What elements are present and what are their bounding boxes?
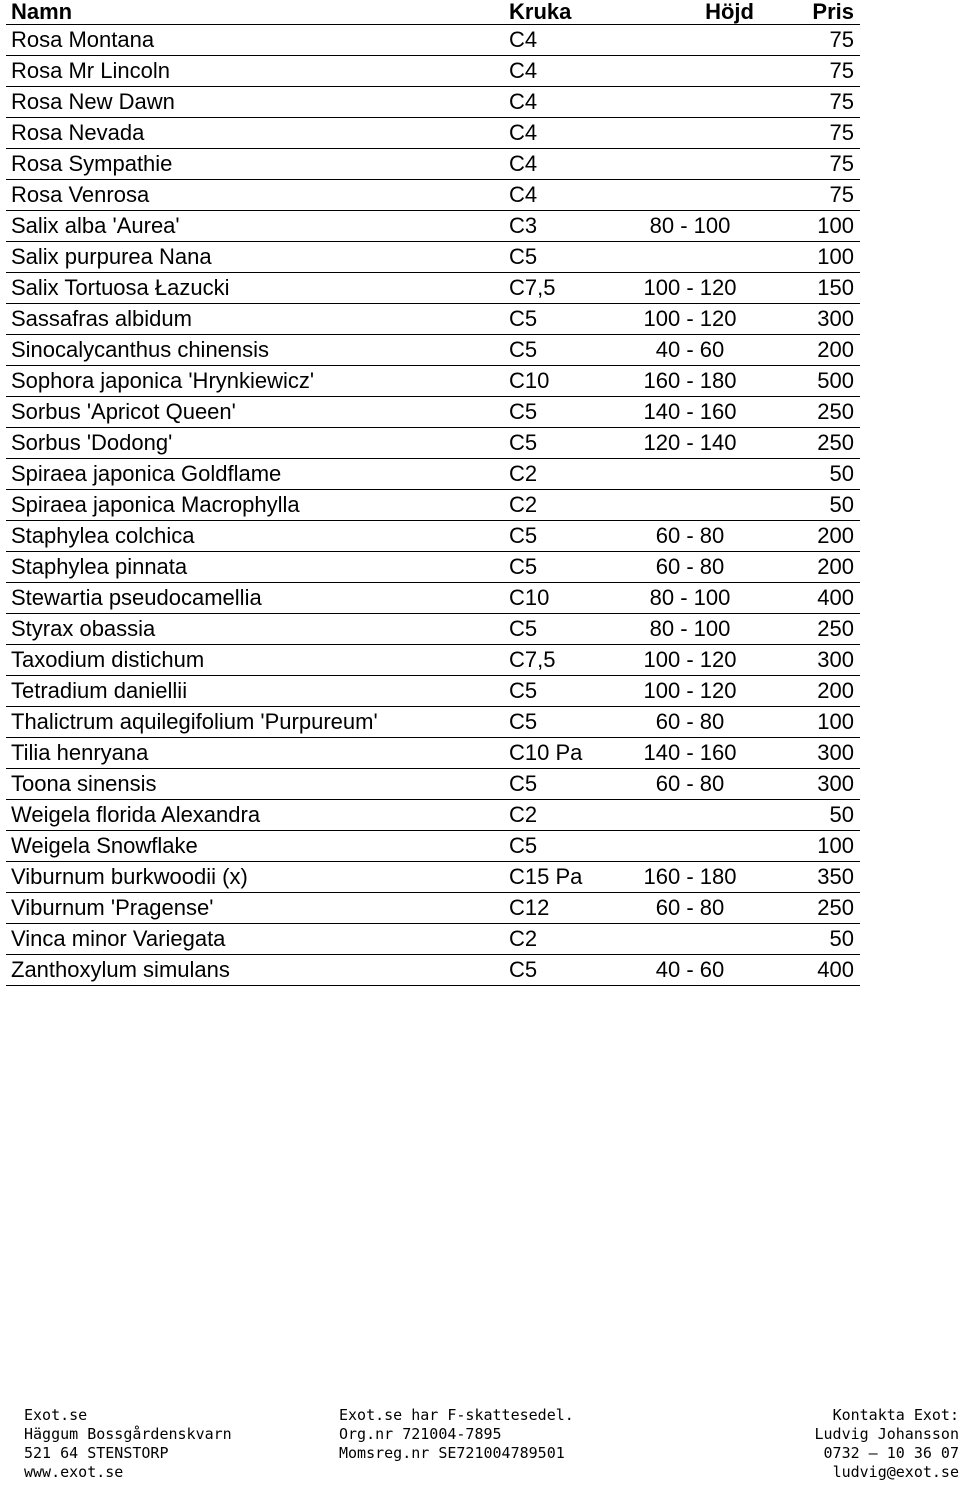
footer-company-block xyxy=(24,1406,232,1482)
cell-price: 200 xyxy=(766,335,860,366)
cell-price: 100 xyxy=(766,211,860,242)
cell-height: 40 - 60 xyxy=(609,335,766,366)
footer-vat-nr: Momsreg.nr SE721004789501 xyxy=(339,1444,565,1462)
table-row xyxy=(6,397,860,428)
table-row xyxy=(6,893,860,924)
cell-height: 100 - 120 xyxy=(609,645,766,676)
cell-price: 75 xyxy=(766,180,860,211)
cell-height xyxy=(609,924,766,955)
column-header-name: Namn xyxy=(6,0,504,25)
cell-price: 75 xyxy=(766,25,860,56)
cell-height xyxy=(609,87,766,118)
column-header-height: Höjd xyxy=(609,0,766,25)
cell-pot: C10 xyxy=(504,583,609,614)
cell-price: 400 xyxy=(766,955,860,986)
table-row xyxy=(6,552,860,583)
cell-pot: C4 xyxy=(504,56,609,87)
cell-pot: C4 xyxy=(504,149,609,180)
cell-price: 300 xyxy=(766,738,860,769)
cell-price: 200 xyxy=(766,676,860,707)
cell-height: 140 - 160 xyxy=(609,397,766,428)
cell-height: 60 - 80 xyxy=(609,552,766,583)
cell-price: 50 xyxy=(766,924,860,955)
cell-pot: C15 Pa xyxy=(504,862,609,893)
table-row xyxy=(6,211,860,242)
cell-name: Spiraea japonica Goldflame xyxy=(6,459,504,490)
cell-height xyxy=(609,149,766,180)
cell-pot: C5 xyxy=(504,521,609,552)
table-row xyxy=(6,800,860,831)
cell-height xyxy=(609,831,766,862)
footer-registration-block xyxy=(339,1406,574,1463)
table-row xyxy=(6,924,860,955)
cell-height: 60 - 80 xyxy=(609,521,766,552)
table-row xyxy=(6,490,860,521)
cell-pot: C2 xyxy=(504,459,609,490)
cell-price: 300 xyxy=(766,304,860,335)
cell-pot: C4 xyxy=(504,180,609,211)
cell-height: 40 - 60 xyxy=(609,955,766,986)
table-row xyxy=(6,149,860,180)
cell-pot: C5 xyxy=(504,676,609,707)
cell-name: Salix purpurea Nana xyxy=(6,242,504,273)
cell-name: Viburnum 'Pragense' xyxy=(6,893,504,924)
cell-height xyxy=(609,56,766,87)
cell-height: 60 - 80 xyxy=(609,893,766,924)
cell-name: Styrax obassia xyxy=(6,614,504,645)
cell-pot: C10 xyxy=(504,366,609,397)
cell-height: 140 - 160 xyxy=(609,738,766,769)
cell-height xyxy=(609,25,766,56)
cell-height: 160 - 180 xyxy=(609,862,766,893)
table-header-row xyxy=(6,0,860,25)
footer-website-link[interactable]: www.exot.se xyxy=(24,1463,124,1481)
cell-name: Thalictrum aquilegifolium 'Purpureum' xyxy=(6,707,504,738)
cell-name: Staphylea pinnata xyxy=(6,552,504,583)
cell-price: 250 xyxy=(766,428,860,459)
cell-pot: C4 xyxy=(504,87,609,118)
table-row xyxy=(6,304,860,335)
cell-height: 60 - 80 xyxy=(609,769,766,800)
cell-name: Salix alba 'Aurea' xyxy=(6,211,504,242)
footer-city: 521 64 STENSTORP xyxy=(24,1444,169,1462)
cell-name: Sassafras albidum xyxy=(6,304,504,335)
footer-org-nr: Org.nr 721004-7895 xyxy=(339,1425,502,1443)
cell-name: Tilia henryana xyxy=(6,738,504,769)
cell-price: 75 xyxy=(766,87,860,118)
cell-name: Toona sinensis xyxy=(6,769,504,800)
cell-pot: C5 xyxy=(504,242,609,273)
table-row xyxy=(6,707,860,738)
cell-pot: C5 xyxy=(504,831,609,862)
table-body xyxy=(6,25,860,986)
cell-name: Tetradium daniellii xyxy=(6,676,504,707)
cell-pot: C5 xyxy=(504,955,609,986)
cell-pot: C5 xyxy=(504,614,609,645)
cell-height: 100 - 120 xyxy=(609,273,766,304)
cell-price: 250 xyxy=(766,614,860,645)
cell-name: Sorbus 'Apricot Queen' xyxy=(6,397,504,428)
table-row xyxy=(6,645,860,676)
footer-tax-note: Exot.se har F-skattesedel. xyxy=(339,1406,574,1424)
cell-height: 120 - 140 xyxy=(609,428,766,459)
table-row xyxy=(6,614,860,645)
cell-pot: C4 xyxy=(504,118,609,149)
footer-contact-person: Ludvig Johansson xyxy=(814,1425,959,1443)
cell-name: Sinocalycanthus chinensis xyxy=(6,335,504,366)
cell-height: 100 - 120 xyxy=(609,304,766,335)
footer-contact-phone: 0732 – 10 36 07 xyxy=(823,1444,959,1462)
table-row xyxy=(6,459,860,490)
cell-price: 200 xyxy=(766,552,860,583)
table-row xyxy=(6,335,860,366)
table-row xyxy=(6,428,860,459)
cell-price: 500 xyxy=(766,366,860,397)
table-row xyxy=(6,955,860,986)
cell-height xyxy=(609,180,766,211)
cell-pot: C10 Pa xyxy=(504,738,609,769)
table-row xyxy=(6,831,860,862)
cell-price: 75 xyxy=(766,149,860,180)
cell-pot: C5 xyxy=(504,707,609,738)
table-row xyxy=(6,366,860,397)
cell-name: Staphylea colchica xyxy=(6,521,504,552)
cell-price: 75 xyxy=(766,56,860,87)
cell-name: Weigela Snowflake xyxy=(6,831,504,862)
cell-name: Sophora japonica 'Hrynkiewicz' xyxy=(6,366,504,397)
table-row xyxy=(6,25,860,56)
table-row xyxy=(6,738,860,769)
cell-pot: C3 xyxy=(504,211,609,242)
cell-price: 75 xyxy=(766,118,860,149)
cell-height xyxy=(609,118,766,149)
page-footer xyxy=(0,1406,960,1486)
cell-height: 80 - 100 xyxy=(609,211,766,242)
footer-contact-block xyxy=(815,1406,960,1482)
cell-price: 50 xyxy=(766,459,860,490)
cell-pot: C7,5 xyxy=(504,645,609,676)
table-row xyxy=(6,769,860,800)
footer-company-name: Exot.se xyxy=(24,1406,88,1424)
cell-price: 100 xyxy=(766,831,860,862)
cell-name: Weigela florida Alexandra xyxy=(6,800,504,831)
cell-name: Viburnum burkwoodii (x) xyxy=(6,862,504,893)
table-row xyxy=(6,87,860,118)
cell-height: 160 - 180 xyxy=(609,366,766,397)
cell-name: Taxodium distichum xyxy=(6,645,504,676)
cell-price: 400 xyxy=(766,583,860,614)
table-row xyxy=(6,242,860,273)
cell-price: 50 xyxy=(766,800,860,831)
table-row xyxy=(6,56,860,87)
cell-name: Rosa Venrosa xyxy=(6,180,504,211)
cell-pot: C2 xyxy=(504,924,609,955)
cell-pot: C5 xyxy=(504,304,609,335)
cell-name: Rosa Montana xyxy=(6,25,504,56)
cell-pot: C5 xyxy=(504,397,609,428)
cell-price: 300 xyxy=(766,645,860,676)
cell-pot: C5 xyxy=(504,428,609,459)
cell-price: 250 xyxy=(766,397,860,428)
footer-address: Häggum Bossgårdenskvarn xyxy=(24,1425,232,1443)
cell-name: Stewartia pseudocamellia xyxy=(6,583,504,614)
cell-height xyxy=(609,800,766,831)
cell-pot: C2 xyxy=(504,490,609,521)
cell-height: 60 - 80 xyxy=(609,707,766,738)
cell-height: 80 - 100 xyxy=(609,614,766,645)
cell-pot: C4 xyxy=(504,25,609,56)
table-row xyxy=(6,180,860,211)
cell-pot: C7,5 xyxy=(504,273,609,304)
cell-height xyxy=(609,490,766,521)
cell-price: 300 xyxy=(766,769,860,800)
cell-price: 50 xyxy=(766,490,860,521)
column-header-price: Pris xyxy=(766,0,860,25)
cell-price: 200 xyxy=(766,521,860,552)
table-row xyxy=(6,273,860,304)
cell-pot: C5 xyxy=(504,769,609,800)
table-row xyxy=(6,583,860,614)
table-row xyxy=(6,118,860,149)
footer-contact-heading: Kontakta Exot: xyxy=(832,1406,959,1424)
cell-height: 100 - 120 xyxy=(609,676,766,707)
cell-pot: C12 xyxy=(504,893,609,924)
cell-name: Rosa Mr Lincoln xyxy=(6,56,504,87)
footer-contact-email-link[interactable]: ludvig@exot.se xyxy=(832,1463,959,1481)
table-row xyxy=(6,676,860,707)
cell-name: Vinca minor Variegata xyxy=(6,924,504,955)
cell-price: 250 xyxy=(766,893,860,924)
cell-name: Rosa Nevada xyxy=(6,118,504,149)
column-header-pot: Kruka xyxy=(504,0,609,25)
cell-height xyxy=(609,459,766,490)
cell-name: Spiraea japonica Macrophylla xyxy=(6,490,504,521)
cell-price: 350 xyxy=(766,862,860,893)
cell-name: Rosa New Dawn xyxy=(6,87,504,118)
cell-pot: C2 xyxy=(504,800,609,831)
cell-name: Zanthoxylum simulans xyxy=(6,955,504,986)
cell-height: 80 - 100 xyxy=(609,583,766,614)
table-row xyxy=(6,862,860,893)
cell-pot: C5 xyxy=(504,335,609,366)
cell-price: 100 xyxy=(766,707,860,738)
table-row xyxy=(6,521,860,552)
cell-name: Rosa Sympathie xyxy=(6,149,504,180)
cell-price: 150 xyxy=(766,273,860,304)
plant-price-table xyxy=(6,0,860,986)
cell-height xyxy=(609,242,766,273)
cell-name: Salix Tortuosa Łazucki xyxy=(6,273,504,304)
cell-pot: C5 xyxy=(504,552,609,583)
cell-name: Sorbus 'Dodong' xyxy=(6,428,504,459)
cell-price: 100 xyxy=(766,242,860,273)
